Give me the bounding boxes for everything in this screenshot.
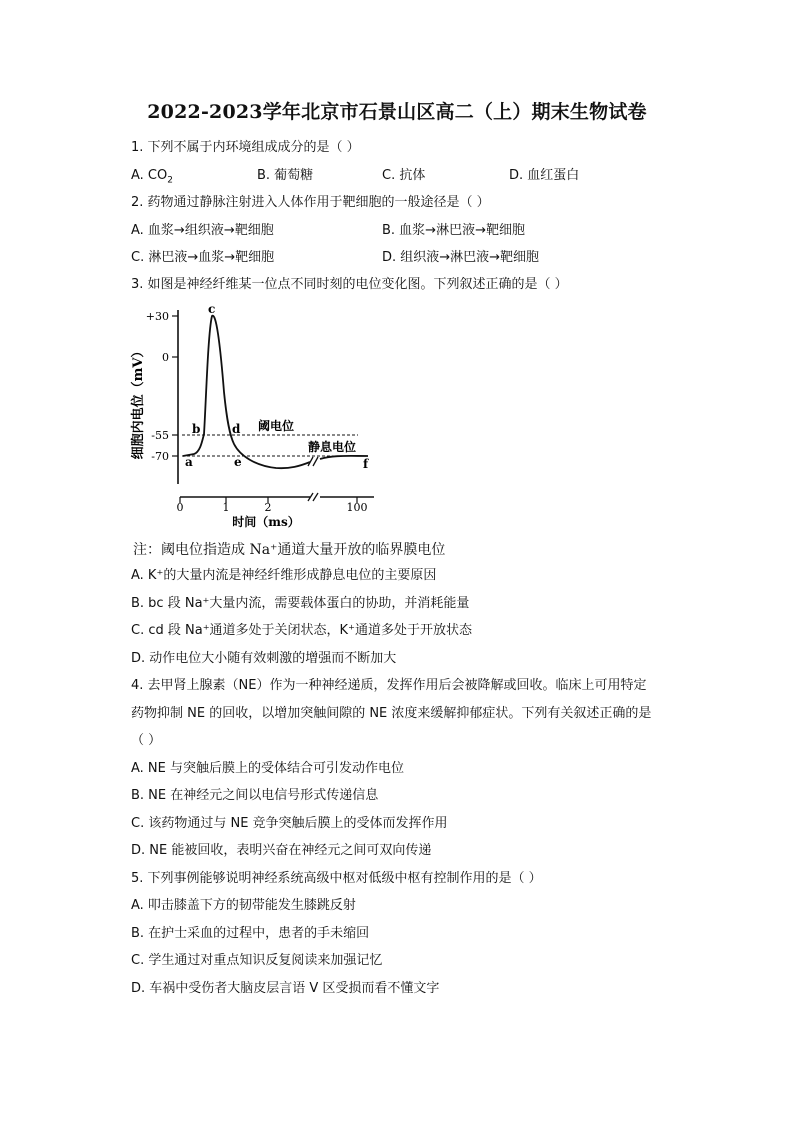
q1-option-d: D. 血红蛋白: [509, 168, 580, 183]
x-tick-label: 100: [346, 501, 368, 514]
q2-stem: 2. 药物通过静脉注射进入人体作用于靶细胞的一般途径是（ ）: [131, 195, 490, 210]
q4-option-c: C. 该药物通过与 NE 竞争突触后膜上的受体而发挥作用: [131, 816, 448, 831]
q5-option-d: D. 车祸中受伤者大脑皮层言语 V 区受损而看不懂文字: [131, 981, 440, 996]
q3-note: 注：阈电位指造成 Na⁺通道大量开放的临界膜电位: [133, 542, 446, 558]
q5-stem: 5. 下列事例能够说明神经系统高级中枢对低级中枢有控制作用的是（ ）: [131, 871, 542, 886]
curve-break: [308, 457, 313, 466]
q3-option-d: D. 动作电位大小随有效刺激的增强而不断加大: [131, 651, 397, 666]
q1-stem: 1. 下列不属于内环境组成成分的是（ ）: [131, 140, 360, 155]
q4-stem-line3: （ ）: [131, 733, 162, 748]
q5-option-a: A. 叩击膝盖下方的韧带能发生膝跳反射: [131, 898, 356, 913]
q3-option-b: B. bc 段 Na⁺大量内流，需要载体蛋白的协助，并消耗能量: [131, 596, 470, 611]
q2-option-d: D. 组织液→淋巴液→靶细胞: [382, 250, 540, 265]
point-a-label: a: [185, 455, 193, 469]
q1-option-a-sub: 2: [167, 175, 173, 186]
threshold-label: 阈电位: [258, 419, 295, 433]
x-tick-label: 2: [264, 501, 272, 514]
x-axis-label: 时间（ms）: [232, 515, 300, 529]
q4-stem-line1: 4. 去甲肾上腺素（NE）作为一种神经递质，发挥作用后会被降解或回收。临床上可用特定: [131, 678, 647, 693]
y-tick-label: 0: [162, 351, 169, 364]
x-axis-break: [313, 493, 318, 501]
q1-option-c: C. 抗体: [382, 168, 426, 183]
y-tick-label: +30: [145, 310, 169, 323]
page-title: 2022-2023学年北京市石景山区高二（上）期末生物试卷: [147, 101, 647, 123]
q4-option-b: B. NE 在神经元之间以电信号形式传递信息: [131, 788, 379, 803]
resting-label: 静息电位: [308, 440, 357, 454]
point-b-label: b: [192, 422, 201, 436]
q4-option-d: D. NE 能被回收，表明兴奋在神经元之间可双向传递: [131, 843, 432, 858]
q3-stem: 3. 如图是神经纤维某一位点不同时刻的电位变化图。下列叙述正确的是（ ）: [131, 277, 568, 292]
q1-option-a-text: A. CO: [131, 168, 168, 183]
q4-stem-line2: 药物抑制 NE 的回收，以增加突触间隙的 NE 浓度来缓解抑郁症状。下列有关叙述正确的是: [131, 706, 652, 721]
q4-option-a: A. NE 与突触后膜上的受体结合可引发动作电位: [131, 761, 405, 776]
q1-option-a: [131, 167, 173, 190]
x-tick-label: 0: [176, 501, 184, 514]
q5-option-b: B. 在护士采血的过程中，患者的手未缩回: [131, 926, 370, 941]
x-tick-label: 1: [222, 501, 230, 514]
q2-option-b: B. 血浆→淋巴液→靶细胞: [382, 223, 525, 238]
q1-option-b: B. 葡萄糖: [257, 168, 314, 183]
y-tick-label: -55: [151, 429, 169, 442]
curve-break: [313, 457, 318, 466]
q2-option-a: A. 血浆→组织液→靶细胞: [131, 223, 274, 238]
y-tick-label: -70: [151, 450, 169, 463]
q3-option-c: C. cd 段 Na⁺通道多处于关闭状态，K⁺通道多处于开放状态: [131, 623, 472, 638]
potential-curve: [183, 316, 310, 469]
q2-option-c: C. 淋巴液→血浆→靶细胞: [131, 250, 275, 265]
q3-option-a: A. K⁺的大量内流是神经纤维形成静息电位的主要原因: [131, 568, 437, 583]
point-d-label: d: [232, 422, 241, 436]
y-axis-label: 细胞内电位（mV）: [131, 344, 146, 460]
q5-option-c: C. 学生通过对重点知识反复阅读来加强记忆: [131, 953, 383, 968]
point-e-label: e: [234, 455, 242, 469]
point-f-label: f: [363, 457, 369, 471]
membrane-potential-chart: [128, 302, 388, 532]
point-c-label: c: [208, 302, 216, 316]
